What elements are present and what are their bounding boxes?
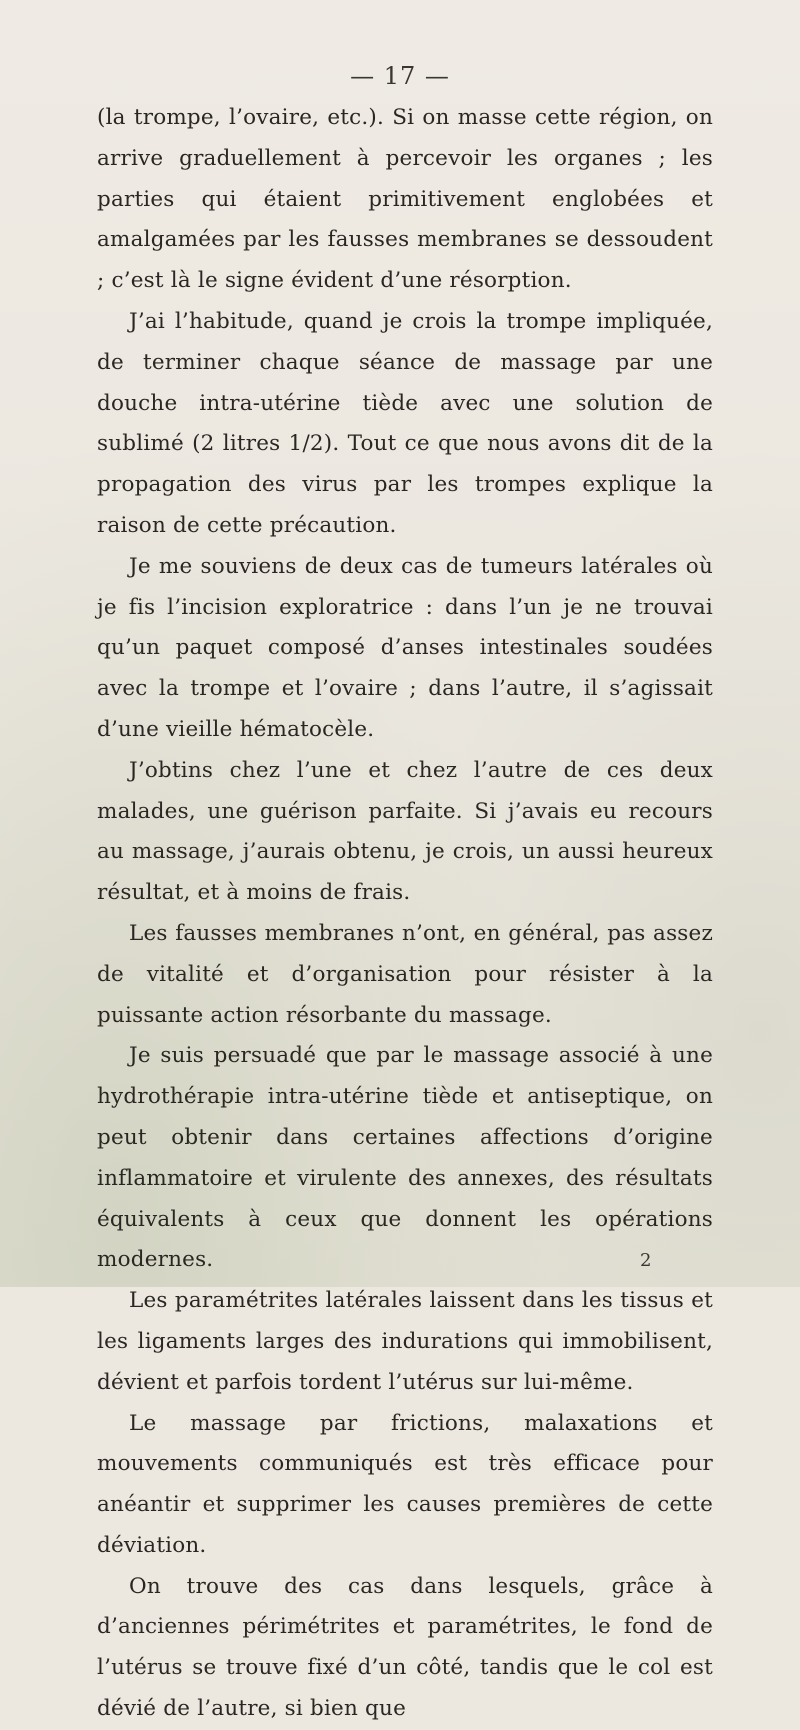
paragraph: J’ai l’habitude, quand je crois la trompe impliquée, de terminer chaque séance de massage par une douche intra-utérine tiède avec une solution de sublimé (2 litres 1/2). Tout ce que nous avons dit de la propagation des virus par les trompes explique la raison de cette précaution.	[97, 308, 713, 538]
paragraph: Je me souviens de deux cas de tumeurs latérales où je fis l’incision exploratrice : dans l’un je ne trouvai qu’un paquet composé d’anses intestinales soudées avec la trompe et l’ovaire ; dans l’autre, il s’agissait d’une vieille hématocèle.	[97, 553, 713, 742]
signature-mark: 2	[640, 1250, 652, 1271]
page-body	[97, 98, 713, 1730]
paragraph: Le massage par frictions, malaxations et mouvements communiqués est très efficace pour anéantir et supprimer les causes premières de cette déviation.	[97, 1410, 713, 1558]
paragraph: Les fausses membranes n’ont, en général, pas assez de vitalité et d’organisation pour résister à la puissante action résorbante du massage.	[97, 920, 713, 1028]
paragraph: J’obtins chez l’une et chez l’autre de ces deux malades, une guérison parfaite. Si j’avais eu recours au massage, j’aurais obtenu, je crois, un aussi heureux résultat, et à moins de frais.	[97, 757, 713, 906]
paragraph: Je suis persuadé que par le massage associé à une hydrothérapie intra-utérine tiède et antiseptique, on peut obtenir dans certaines affections d’origine inflammatoire et virulente des annexes, des résultats équivalents à ceux que donnent les opérations modernes.	[97, 1043, 713, 1273]
page-number: — 17 —	[350, 62, 450, 90]
paragraph: (la trompe, l’ovaire, etc.). Si on masse cette région, on arrive graduellement à percevoir les organes ; les parties qui étaient primitivement englobées et amalgamées par les fausses membranes se dessoudent ; c’est là le signe évident d’une résorption.	[97, 105, 713, 294]
paragraph: On trouve des cas dans lesquels, grâce à d’anciennes périmétrites et paramétrites, le fond de l’utérus se trouve fixé d’un côté, tandis que le col est dévié de l’autre, si bien que	[97, 1573, 713, 1722]
paragraph: Les paramétrites latérales laissent dans les tissus et les ligaments larges des indurations qui immobilisent, dévient et parfois tordent l’utérus sur lui-même.	[97, 1288, 713, 1395]
